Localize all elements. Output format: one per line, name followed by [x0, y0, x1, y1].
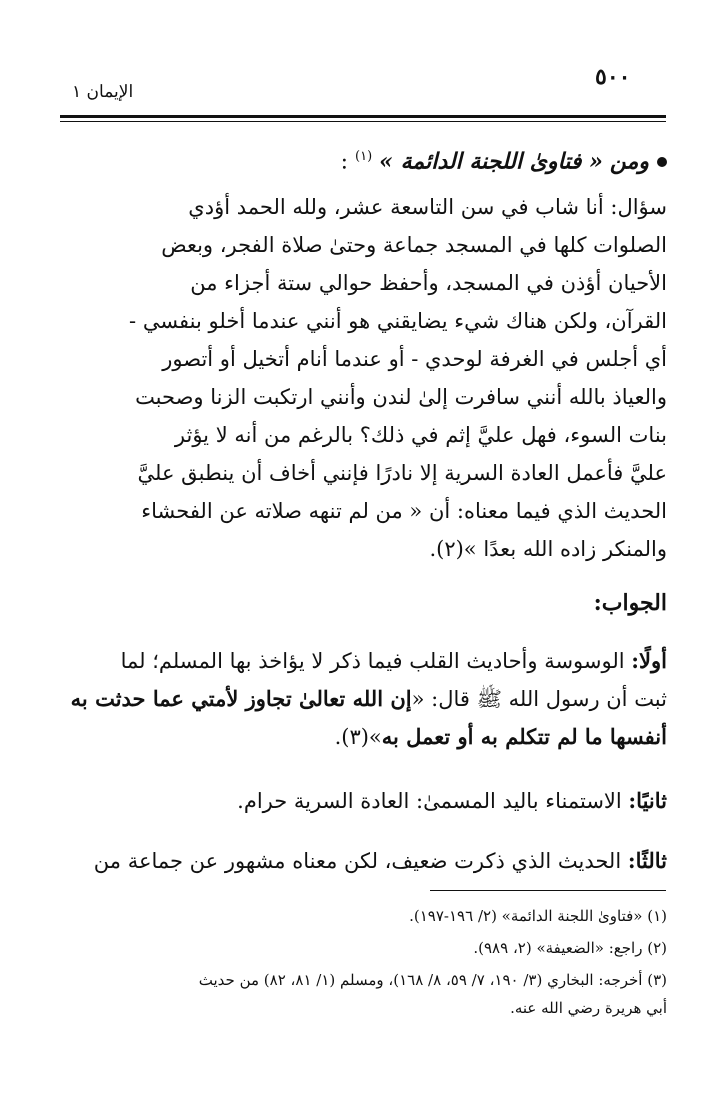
- page-number: ٥٠٠: [595, 64, 631, 90]
- answer-heading: الجواب:: [593, 590, 667, 616]
- answer-second-line: [61, 784, 667, 818]
- question-line: الحديث الذي فيما معناه: أن « من لم تنهه صلاته عن الفحشاء: [141, 499, 667, 523]
- footnote-rule: [430, 890, 666, 891]
- header-rule-thin: [60, 121, 666, 122]
- question-line: بنات السوء، فهل عليَّ إثم في ذلك؟ بالرغم من أنه لا يؤثر: [174, 423, 667, 447]
- intro-prefix: ومن: [609, 148, 649, 175]
- answer-first-line-2: [61, 682, 667, 716]
- answer-first-label: أولًا:: [631, 648, 667, 673]
- question-line: والمنكر زاده الله بعدًا »(٢).: [429, 537, 667, 561]
- footnote: (٣) أخرجه: البخاري (٣/ ١٩٠، ٧/ ٥٩، ٨/ ١٦٨)، ومسلم (١/ ٨١، ٨٢) من حديث: [198, 971, 667, 989]
- question-line: أي أجلس في الغرفة لوحدي - أو عندما أنام أتخيل أو أتصور: [162, 347, 667, 371]
- answer-third-label: ثالثًا:: [627, 848, 667, 873]
- question-line: سؤال: أنا شاب في سن التاسعة عشر، ولله الحمد أؤدي: [188, 195, 667, 219]
- footnote: (٢) راجع: «الضعيفة» (٢، ٩٨٩).: [473, 939, 667, 957]
- answer-first-text-2a: ثبت أن رسول الله ﷺ قال: «: [411, 687, 667, 711]
- bullet-icon: [657, 157, 667, 167]
- footnote: أبي هريرة رضي الله عنه.: [510, 999, 667, 1017]
- hadith-close: »(٣).: [334, 725, 382, 749]
- answer-first-text: الوسوسة وأحاديث القلب فيما ذكر لا يؤاخذ بها المسلم؛ لما: [120, 649, 625, 673]
- answer-first-line-3: [61, 720, 667, 754]
- question-line: الصلوات كلها في المسجد جماعة وحتىٰ صلاة الفجر، وبعض: [161, 233, 667, 257]
- hadith-text-cont: أنفسها ما لم تتكلم به أو تعمل به: [381, 724, 667, 749]
- answer-second-label: ثانيًا:: [628, 788, 667, 813]
- hadith-text: إن الله تعالىٰ تجاوز لأمتي عما حدثت به: [70, 686, 412, 711]
- running-title: الإيمان ١: [72, 82, 134, 102]
- answer-first-line: [61, 644, 667, 678]
- footnote: (١) «فتاوىٰ اللجنة الدائمة» (٢/ ١٩٦-١٩٧).: [409, 907, 667, 925]
- question-line: الأحيان أؤذن في المسجد، وأحفظ حوالي ستة أجزاء من: [190, 271, 667, 295]
- fatwa-source-intro: [341, 140, 667, 179]
- answer-third-line: [61, 844, 667, 878]
- answer-third-text: الحديث الذي ذكرت ضعيف، لكن معناه مشهور عن جماعة من: [93, 849, 622, 873]
- intro-colon: :: [340, 149, 349, 175]
- question-line: القرآن، ولكن هناك شيء يضايقني هو أنني عندما أخلو بنفسي -: [129, 309, 667, 333]
- question-line: عليَّ فأعمل العادة السرية إلا نادرًا فإنني أخاف أن ينطبق عليَّ: [137, 461, 667, 485]
- question-line: والعياذ بالله أنني سافرت إلىٰ لندن وأنني ارتكبت الزنا وصحبت: [135, 385, 667, 409]
- header-rule-thick: [60, 115, 666, 118]
- answer-second-text: الاستمناء باليد المسمىٰ: العادة السرية حرام.: [237, 789, 622, 813]
- footnote-ref: (١): [355, 149, 373, 164]
- fatwa-source-title: « فتاوىٰ اللجنة الدائمة »: [379, 148, 603, 175]
